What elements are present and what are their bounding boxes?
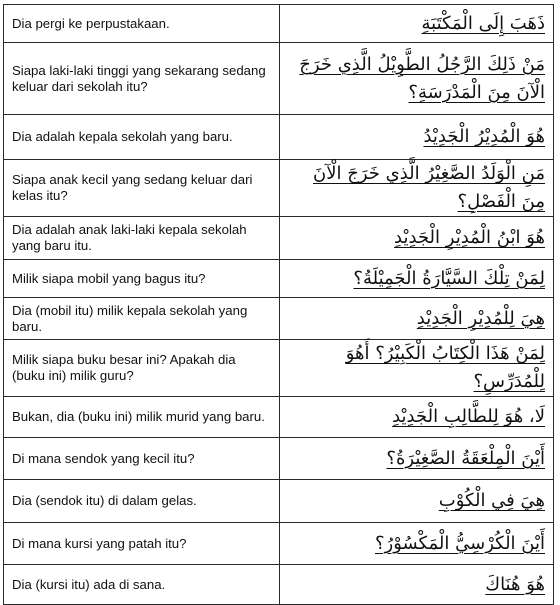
indonesian-text: Dia adalah anak laki-laki kepala sekolah yang baru itu. bbox=[4, 217, 280, 260]
arabic-text: مَنِ الْوَلَدُ الصَّغِيْرُ الَّذِي خَرَجَ الْآنَ مِنَ الْفَصْلِ؟ bbox=[280, 160, 554, 217]
indonesian-text: Dia adalah kepala sekolah yang baru. bbox=[4, 115, 280, 160]
indonesian-text: Dia (mobil itu) milik kepala sekolah yang baru. bbox=[4, 298, 280, 340]
table-row bbox=[4, 5, 554, 43]
indonesian-text: Di mana sendok yang kecil itu? bbox=[4, 438, 280, 480]
table-row bbox=[4, 43, 554, 115]
arabic-text: مَنْ ذَلِكَ الرَّجُلُ الطَّوِيْلُ الَّذِي خَرَجَ الْآنَ مِنَ الْمَدْرَسَةِ؟ bbox=[280, 43, 554, 115]
table-row bbox=[4, 115, 554, 160]
table-row bbox=[4, 160, 554, 217]
indonesian-text: Milik siapa mobil yang bagus itu? bbox=[4, 260, 280, 298]
arabic-text: ذَهَبَ إِلَى الْمَكْتَبَةِ bbox=[280, 5, 554, 43]
vocabulary-table bbox=[3, 4, 554, 605]
table-row bbox=[4, 260, 554, 298]
table-row bbox=[4, 565, 554, 605]
indonesian-text: Siapa laki-laki tinggi yang sekarang sedang keluar dari sekolah itu? bbox=[4, 43, 280, 115]
table-row bbox=[4, 480, 554, 523]
table-row bbox=[4, 298, 554, 340]
indonesian-text: Dia (kursi itu) ada di sana. bbox=[4, 565, 280, 605]
arabic-text: أَيْنَ الْمِلْعَقَةُ الصَّغِيْرَةُ؟ bbox=[280, 438, 554, 480]
table-row bbox=[4, 340, 554, 397]
arabic-text: لَا، هُوَ لِلطَّالِبِ الْجَدِيْدِ bbox=[280, 397, 554, 438]
arabic-text: لِمَنْ تِلْكَ السَّيَّارَةُ الْجَمِيْلَةُ؟ bbox=[280, 260, 554, 298]
indonesian-text: Siapa anak kecil yang sedang keluar dari kelas itu? bbox=[4, 160, 280, 217]
indonesian-text: Dia pergi ke perpustakaan. bbox=[4, 5, 280, 43]
arabic-text: هُوَ هُنَاكَ bbox=[280, 565, 554, 605]
indonesian-text: Dia (sendok itu) di dalam gelas. bbox=[4, 480, 280, 523]
table-row bbox=[4, 217, 554, 260]
table-row bbox=[4, 523, 554, 565]
table-row bbox=[4, 438, 554, 480]
arabic-text: لِمَنْ هَذَا الْكِتَابُ الْكَبِيْرُ؟ أَهُوَ لِلْمُدَرِّسِ؟ bbox=[280, 340, 554, 397]
arabic-text: هُوَ الْمُدِيْرُ الْجَدِيْدُ bbox=[280, 115, 554, 160]
arabic-text: هُوَ ابْنُ الْمُدِيْرِ الْجَدِيْدِ bbox=[280, 217, 554, 260]
arabic-text: هِيَ فِي الْكُوْبِ bbox=[280, 480, 554, 523]
table-row bbox=[4, 397, 554, 438]
indonesian-text: Bukan, dia (buku ini) milik murid yang baru. bbox=[4, 397, 280, 438]
arabic-text: أَيْنَ الْكُرْسِيُّ الْمَكْسُوْرُ؟ bbox=[280, 523, 554, 565]
indonesian-text: Milik siapa buku besar ini? Apakah dia (buku ini) milik guru? bbox=[4, 340, 280, 397]
indonesian-text: Di mana kursi yang patah itu? bbox=[4, 523, 280, 565]
arabic-text: هِيَ لِلْمُدِيْرِ الْجَدِيْدِ bbox=[280, 298, 554, 340]
